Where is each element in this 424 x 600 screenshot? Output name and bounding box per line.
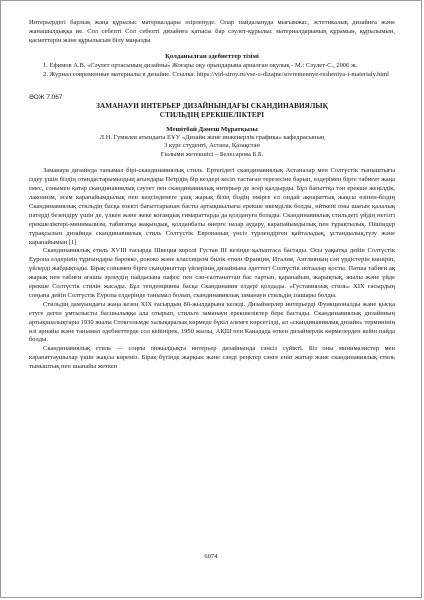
author-name: Мешітбай Дәмеш Мұратқызы [166, 125, 258, 133]
intro-paragraph: Интерьердегі барлық жаңа құрылыс материалдары әзірленуде. Олар пайдалануда мығымжас, эстетикалық дизайнға және жанашылдыққа ие. Сол себепті Сол себепті дизайнға қатысы бар сәулет-құрылыс материалдарының құрамын, құрылымын, қасиеттерін және құрылысын білу маңызды [29, 19, 395, 44]
spacer [29, 159, 395, 167]
article-title-line-1: ЗАМАНАУИ ИНТЕРЬЕР ДИЗАЙНЫНДАҒЫ СКАНДИНАВИЯЛЫҚ [96, 101, 328, 110]
references-title: Қолданылған әдебиеттер тізімі [165, 52, 259, 60]
article-paragraph: Скандинавиялық стиль — соңғы онжылдықта интерьер дизайнында сәнсіз сүйікті. Біз оны минималистер мен кәрапаттаушылар үшін жақсы көреміз. Бірақ бүгінде жарқын және сәнді реңктер сәнге еніп жатыр және скандинавиялық стиль тыныштық пен шынайы жеткен [29, 345, 395, 371]
article-title-line-2: СТИЛЬДІҢ ЕРЕКШЕЛІКТЕРІ [159, 110, 265, 119]
page-content [29, 19, 395, 372]
udk-code: ӘОЖ 7.067 [29, 93, 63, 101]
article-paragraph: Скандинавиялық стиль XVIII ғасырда Швеция королі Густав III кезінде қалыптаса бастады. Осы уақытқа дейін Солтүстік Еуропа елдерінің тұрғындары барокко, рококо және классицизм билік еткен Франция, Италия, Англияның сән үрдістерін көшіріп, үйлерді жабдықтады. Бірақ сонымен бірге скандинаттар үйлерінің дизайнына әдеттегі Солтүстік нотаалар қосты. Патша табиғи ақ жарық пен табиғи ағашы әрлеудің пайдасына пафос пен сән-салтанаттан бас тартып, қарапайым, жарықтық, жылы және үйде ерекше Солтүстік стилін жасады. Бұл тенденцияны басқа Скандинавия елдері қолдады. «Густавиялық стиль» XIX ғасырдың соңына дейін Солтүстік Еуропа елдерінде танымал болып, скандинавиялық заманауи стильдің ізашары болды. [29, 247, 395, 299]
author-status: 3 курс студенті, Астана, Қазақстан [164, 142, 260, 150]
reference-link[interactable]: 2. Журнал современные материалы в дизайне. Ссылка: https://vid-stroy.ru/vse-o-dizajne/sovremennye-resheniya-i-materialy.html [43, 70, 389, 78]
reference-item: 1. Ефимов А.В. «Сәулет ортасының дизайны» Жоғары оқу орындарына арналған оқулық - М.: Сәулет-С., 2006 ж. [43, 61, 358, 69]
author-affiliation: Л.Н. Гумилев атындағы ЕҰУ «Дизайн және инженерлік графика» кафедрасының [99, 134, 325, 142]
article-paragraph: Стильдің дамуындағы жаңа кезең XIX ғасырдың 80-жылдарына келеді. Дизайнерлер интерьерді Функционалды және қысқа етуге деген ұмтылысты басшылыққа ала отырып, стильге заманауи ерекшеліктер бере бастады. Скандинавиялық дизайнның артықшылықтары 1930 жылы Стокгольмде халықаралық көрмеде бүкіл әлемге көрсетілді, ал «скандинавиялық дизайн» терминінің өзі арнайы және танымал әдебиеттерде сол кейінірек, 1950 жылы, АҚШ пен Канадада өткен дизайнерлік көрмелерден кейін пайда болды. [29, 300, 395, 344]
reference-item[interactable] [29, 71, 395, 80]
article-paragraph: Заманауи дизайнда танымал бірі-скандинавиялық стиль. Ертегідегі скандинавиялық Астаналар мен Солтүстік тыныштығы іздеу үшін біздің отандастарымыздың ағындары Петрдің бір кездері кесіп тастаған терезесіне барып, өздерімен бірге табиғат жаңа емес, сонымен қатар скандинавиялық сәулет пен скандинавиялық интерьер де әсер қалдырды. Бұл бағыттқа тән ерекше жеңілдік, лаконизм, әсем карапайымдылық пен кеңсінденеге ұшқ жарық бізің біздің өмірге ел ондай ақпараттық жақсы өзінен-біздің Скандинавиялық стильдің басқа өзекті бағыттарынан басты артықшылығы ерекше икемділік болды, өйткені оны шағын қалалық пәтерді безендіру үшін де, үлкен және жеке коғамдық ғимараттарда да қолдануға болады. Скандинавиялық стильдегі үйдің негізгі ерекшеліктері-минимализм, табиғатқа жақындық, қолданбалы өнерге назар аудару, карапайымдылық пен тұрақтылық. Пішіндер түрақсызын дизайнда скандинавиялық стиль Солтүстік Европаның үнсіз түрлендірген қайталадық, ұстандылық,түзу және карапайымын [1] [29, 167, 395, 246]
page-number: 6074 [204, 553, 218, 560]
supervisor: Ғылыми жетекшісі – Белесарова Б.Б. [160, 150, 264, 158]
